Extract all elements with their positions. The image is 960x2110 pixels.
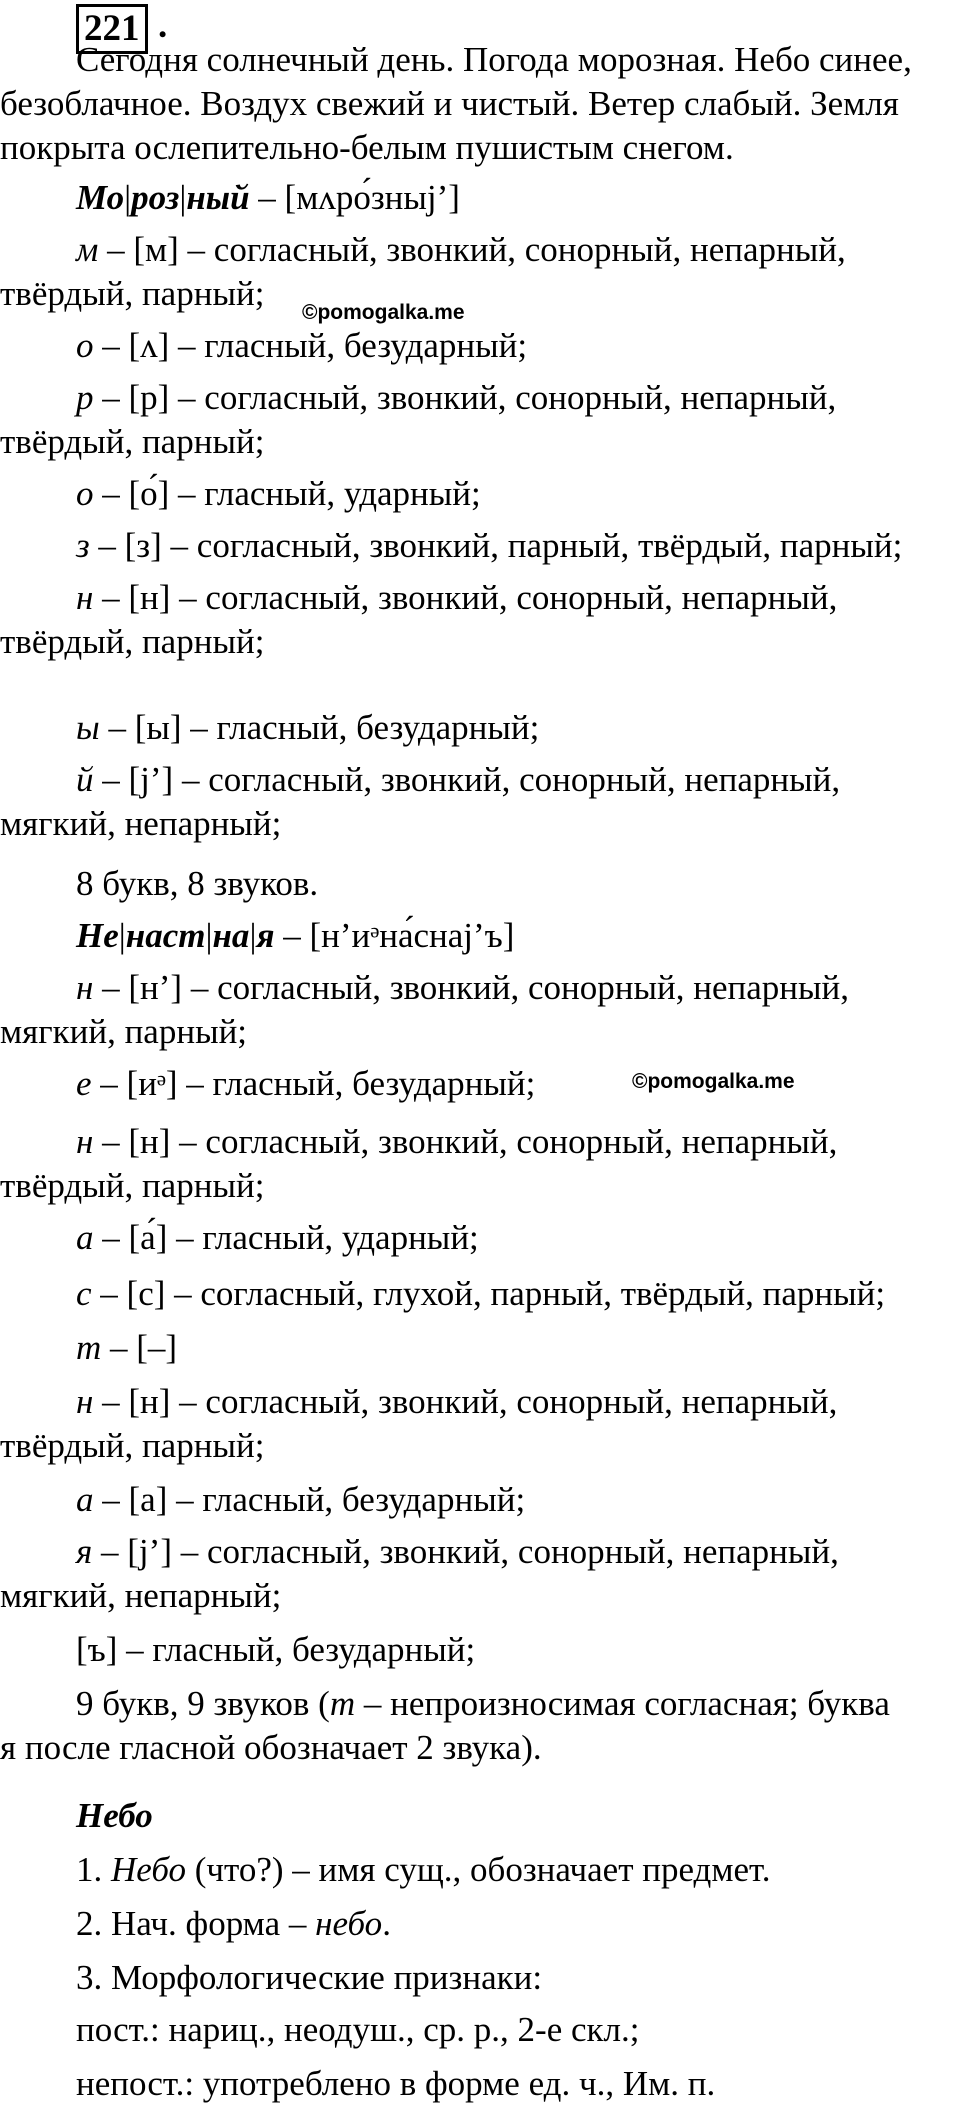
sound-letter: з: [76, 526, 90, 565]
sound-description: – [с] – согласный, глухой, парный, твёрдый, парный;: [91, 1274, 886, 1313]
word2-sound-cont: мягкий, парный;: [0, 1012, 248, 1051]
sound-letter: й: [76, 760, 94, 799]
sound-letter: р: [76, 378, 94, 417]
word2-part: я: [256, 916, 275, 955]
word1-sound-cont: твёрдый, парный;: [0, 622, 265, 661]
morph-point-1: 1. Небо (что?) – имя сущ., обозначает предмет.: [76, 1850, 771, 1889]
sound-letter: а: [76, 1480, 94, 1519]
intro-line-3: покрыта ослепительно-белым пушистым снегом.: [0, 128, 734, 167]
sound-letter: с: [76, 1274, 92, 1313]
sound-description: – [м] – согласный, звонкий, сонорный, непарный,: [98, 230, 846, 269]
sound-description: – [а́] – гласный, ударный;: [93, 1218, 479, 1257]
watermark: ©pomogalka.me: [632, 1070, 795, 1093]
word2-sound-row: [76, 966, 849, 1010]
sound-letter: е: [76, 1064, 92, 1103]
morph-constant-features: пост.: нариц., неодуш., ср. р., 2-е скл.;: [76, 2010, 640, 2049]
word2-part: наст: [125, 916, 206, 955]
word1-sound-row: [76, 706, 539, 750]
word1-total: 8 букв, 8 звуков.: [76, 864, 319, 903]
sound-letter: я: [76, 1532, 93, 1571]
sound-description: – [н] – согласный, звонкий, сонорный, непарный,: [93, 578, 838, 617]
watermark: ©pomogalka.me: [302, 301, 465, 324]
sound-description: – [иᵊ] – гласный, безударный;: [91, 1064, 536, 1103]
word1-part: ный: [186, 178, 250, 217]
word2-separator: |: [118, 916, 126, 955]
word1-sound-row: [76, 376, 836, 420]
morph-title: Небо: [76, 1796, 153, 1835]
word2-sound-cont: твёрдый, парный;: [0, 1426, 265, 1465]
sound-letter: н: [76, 968, 94, 1007]
morph-point-3: 3. Морфологические признаки:: [76, 1958, 543, 1997]
word2-part: на: [212, 916, 250, 955]
word1-transcription: – [мʌро́зныj’]: [249, 178, 460, 217]
word2-separator: |: [205, 916, 213, 955]
word2-separator: |: [249, 916, 257, 955]
word2-heading: [76, 914, 514, 958]
word2-total-line-2: я после гласной обозначает 2 звука).: [0, 1728, 542, 1767]
word2-sound-row: [76, 1326, 177, 1370]
sound-letter: о: [76, 474, 94, 513]
sound-description: – [j’] – согласный, звонкий, сонорный, непарный,: [93, 760, 841, 799]
word1-heading: [76, 176, 460, 220]
sound-letter: н: [76, 1382, 94, 1421]
intro-line-2: безоблачное. Воздух свежий и чистый. Ветер слабый. Земля: [0, 84, 899, 123]
word2-sound-row: [76, 1120, 837, 1164]
word2-sound-row: [76, 1530, 839, 1574]
sound-letter: н: [76, 578, 94, 617]
sound-description: – [н’] – согласный, звонкий, сонорный, непарный,: [93, 968, 850, 1007]
word1-sound-row: [76, 324, 527, 368]
word2-transcription: – [н’иᵊна́снаj’ъ]: [274, 916, 515, 955]
sound-description: – [j’] – согласный, звонкий, сонорный, непарный,: [92, 1532, 839, 1571]
sound-description: – [ʌ] – гласный, безударный;: [93, 326, 528, 365]
word1-sound-row: [76, 472, 481, 516]
word1-part: роз: [131, 178, 180, 217]
sound-description: – [ы] – гласный, безударный;: [99, 708, 540, 747]
word1-sound-cont: твёрдый, парный;: [0, 422, 265, 461]
sound-description: [ъ] – гласный, безударный;: [76, 1630, 476, 1669]
word2-sound-row: [76, 1478, 525, 1522]
intro-line-1: Сегодня солнечный день. Погода морозная. Небо синее,: [76, 40, 912, 79]
word1-sound-cont: мягкий, непарный;: [0, 804, 282, 843]
sound-description: – [о́] – гласный, ударный;: [93, 474, 481, 513]
word2-sound-row: [76, 1216, 479, 1260]
exercise-number-dot: .: [158, 5, 168, 46]
word2-sound-row: [76, 1380, 837, 1424]
word1-sound-cont: твёрдый, парный;: [0, 274, 265, 313]
word1-part: Мо: [76, 178, 125, 217]
sound-description: – [з] – согласный, звонкий, парный, твёрдый, парный;: [89, 526, 903, 565]
sound-letter: т: [76, 1328, 102, 1367]
sound-description: – [а] – гласный, безударный;: [93, 1480, 526, 1519]
word2-sound-cont: мягкий, непарный;: [0, 1576, 282, 1615]
sound-description: – [н] – согласный, звонкий, сонорный, непарный,: [93, 1382, 838, 1421]
word1-sound-row: [76, 524, 902, 568]
sound-description: – [–]: [101, 1328, 178, 1367]
sound-letter: ы: [76, 708, 100, 747]
sound-letter: о: [76, 326, 94, 365]
sound-letter: н: [76, 1122, 94, 1161]
sound-letter: а: [76, 1218, 94, 1257]
morph-variable-features: непост.: употреблено в форме ед. ч., Им. п.: [76, 2064, 716, 2103]
word2-sound-row: [76, 1272, 885, 1316]
word1-sound-row: [76, 758, 840, 802]
word1-separator: |: [179, 178, 187, 217]
sound-letter: м: [76, 230, 99, 269]
word2-sound-row: [76, 1062, 535, 1106]
word1-sound-row: [76, 576, 837, 620]
sound-description: – [н] – согласный, звонкий, сонорный, непарный,: [93, 1122, 838, 1161]
word2-part: Не: [76, 916, 119, 955]
exercise-number: 221: [76, 4, 148, 54]
morph-point-2: 2. Нач. форма – небо.: [76, 1904, 391, 1943]
sound-description: – [р] – согласный, звонкий, сонорный, непарный,: [93, 378, 837, 417]
word2-sound-row: [76, 1628, 475, 1672]
word1-separator: |: [124, 178, 132, 217]
word2-total-line-1: 9 букв, 9 звуков (т – непроизносимая согласная; буква: [76, 1684, 890, 1723]
word2-sound-cont: твёрдый, парный;: [0, 1166, 265, 1205]
word1-sound-row: [76, 228, 846, 272]
